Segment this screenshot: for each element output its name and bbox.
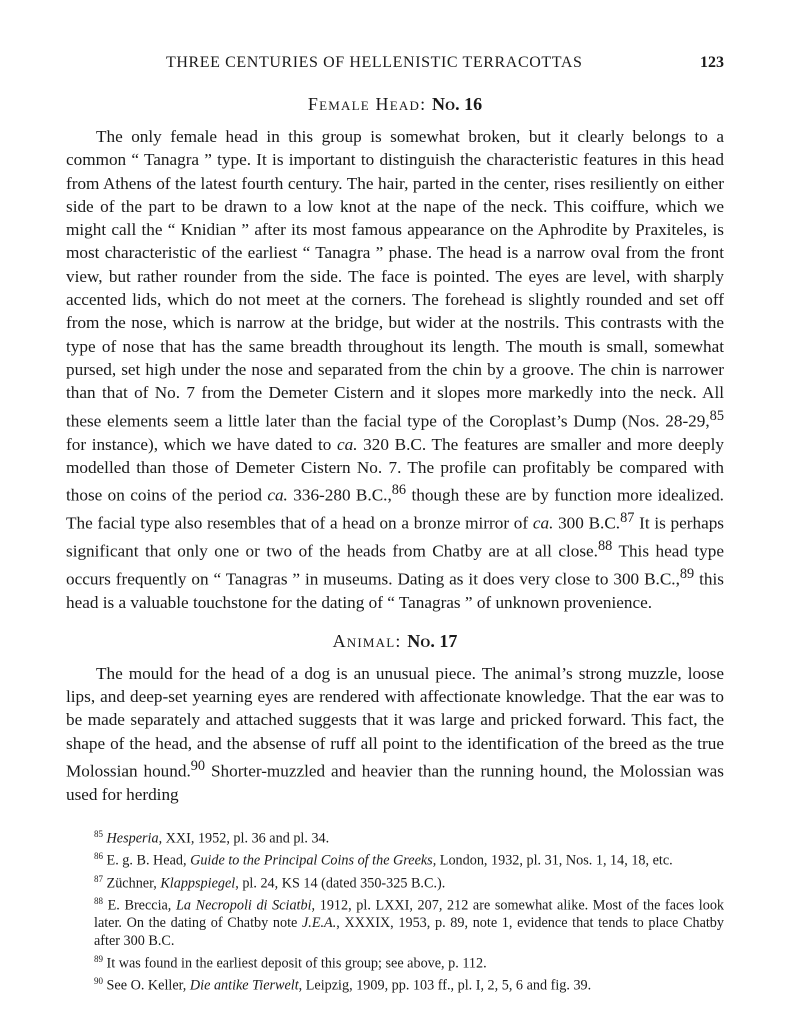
section-animal [66,631,724,807]
footnote-ref: 87 [620,510,635,527]
heading-number: No. 16 [431,94,483,114]
heading-number: No. 17 [407,630,458,651]
running-header [66,54,724,80]
footnote: $^{85}$ Hesperia, XXI, 1952, pl. 36 and pl. 34. [94,829,330,847]
section-heading [66,94,724,115]
footnote-ref: 88 [597,538,613,555]
footnote: $^{88}$ E. Breccia, La Necropoli di Sciatbi, 1912, pl. LXXI, 207, 212 are somewhat alike. Most of the faces look later. On the dating of Chatby note J.E.A., XXXIX, 1953, p. 89, note 1, evidence that tends to place Chatby after 300 B.C. [94,896,725,950]
section-heading [66,631,724,652]
footnote: $^{87}$ Züchner, Klappspiegel, pl. 24, KS 14 (dated 350-325 B.C.). [94,873,446,892]
body-paragraph: The mould for the head of a dog is an unusual piece. The animal’s strong muzzle, loose lips, and deep-set yearning eyes are rendered with affectionate knowledge. That the ear was to be made separately and attached suggests that it was large and pricked forward. This fact, the shape of the head, and the absense of ruff all point to the identification of the breed as the true Molossian hound.$^{90}$ Shorter-muzzled and heavier than the running hound, the Molossian was used for herding [66,663,724,804]
body-paragraph: The only female head in this group is somewhat broken, but it clearly belongs to a common “ Tanagra ” type. It is important to distinguish the characteristic features in this head from Athens of the latest fourth century. The hair, parted in the center, rises resiliently on either side of the part to be drawn to a low knot at the nape of the neck. This coiffure, which we might call the “ Knidian ” after its most famous appearance on the Aphrodite by Praxiteles, is most characteristic of the earliest “ Tanagra ” phase. The head is a narrow oval from the front view, but rather rounder from the side. The face is pointed. The eyes are level, with sharply accented lids, which do not meet at the corners. The forehead is slightly rounded and set off from the nose, which is narrow at the bridge, but wider at the nostrils. This contrasts with the type of nose that has the same breadth throughout its length. The mouth is small, somewhat pursed, set high under the nose and separated from the chin by a groove. The chin is narrower than that of No. 7 from the Demeter Cistern and it slopes more markedly into the neck. All these elements seem a little later than the facial type of the Coroplast’s Dump (Nos. 28-29,85 for instance), which we have dated to ca. 320 B.C. The features are smaller and more deeply modelled than those of Demeter Cistern No. 7. The profile can profitably be compared with those on coins of the period ca. 336-280 B.C.,$^{86}$ though these are by function more idealized. The facial type also resembles that of a head on a bronze mirror of ca. 300 B.C.$^{87}$ It is perhaps significant that only one or two of the heads from Chatby are at all close.$^{88}$ This head type occurs frequently on “ Tanagras ” in museums. Dating as it does very close to 300 B.C.,$^{89}$ this head is a valuable touchstone for the dating of “ Tanagras ” of unknown provenience. [66,127,724,613]
heading-label: Female Head: [307,94,427,114]
heading-label: Animal: [332,630,402,651]
footnote-ref: 86 [391,482,407,499]
footnotes [66,826,724,995]
running-title: THREE CENTURIES OF HELLENISTIC TERRACOTTAS [166,54,583,71]
footnote-ref: 85 [709,407,724,424]
page-number: 123 [700,54,724,71]
footnote: $^{89}$ It was found in the earliest deposit of this group; see above, p. 112. [94,953,487,972]
footnote-ref: 90 [190,757,206,774]
section-female-head [66,94,724,615]
footnote: $^{86}$ E. g. B. Head, Guide to the Principal Coins of the Greeks, London, 1932, pl. 31, Nos. 1, 14, 18, etc. [94,851,673,870]
page [66,54,724,995]
footnote: $^{90}$ See O. Keller, Die antike Tierwelt, Leipzig, 1909, pp. 103 ff., pl. I, 2, 5, 6 and fig. 39. [94,975,592,994]
footnote-ref: 89 [679,566,695,583]
